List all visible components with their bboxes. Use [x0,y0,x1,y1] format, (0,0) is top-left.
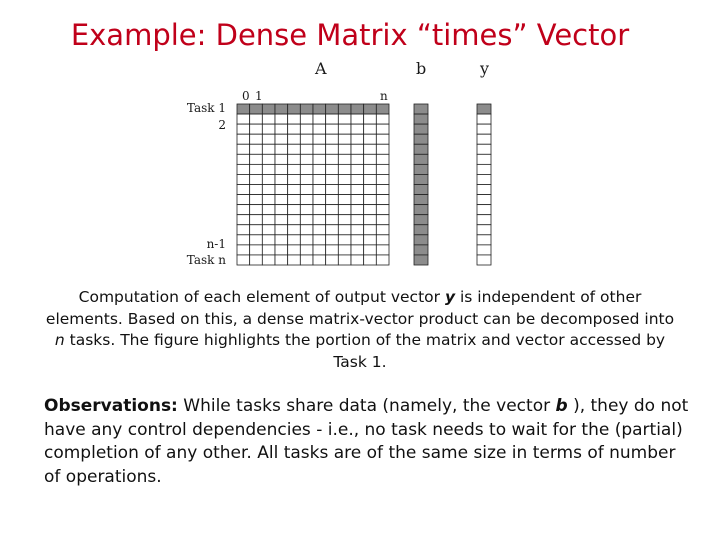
matrix-a-cell-r7-c7 [313,164,326,174]
matrix-a-cell-r4-c11 [364,134,377,144]
matrix-a-cell-r13-c6 [300,225,313,235]
caption-part-2: is independent of other elements. Based on this, a dense matrix-vector product can be decomposed into [45,288,675,328]
matrix-a-cell-r9-c1 [237,185,250,195]
matrix-a-cell-r12-c12 [376,215,389,225]
matrix-a-cell-r3-c7 [313,124,326,134]
matrix-a-cell-r2-c5 [288,114,301,124]
matrix-a-cell-r4-c1 [237,134,250,144]
matrix-a-cell-r15-c7 [313,245,326,255]
matrix-a-cell-r10-c7 [313,195,326,205]
caption-n-symbol: n [54,331,65,349]
matrix-a-cell-r14-c6 [300,235,313,245]
vector-y-cell-r12 [477,215,491,225]
vector-y-cell-r13 [477,225,491,235]
matrix-a-cell-r1-c11 [364,104,377,114]
vector-b-cell-r15 [414,245,428,255]
matrix-a-cell-r14-c7 [313,235,326,245]
matrix-a-cell-r6-c1 [237,154,250,164]
caption-part-1: Computation of each element of output vector [78,288,445,306]
matrix-a-cell-r12-c10 [351,215,364,225]
observations-label: Observations: [44,396,178,416]
vector-b-grid [414,104,428,265]
matrix-a-cell-r5-c10 [351,144,364,154]
matrix-a-cell-r11-c11 [364,205,377,215]
matrix-a-cell-r11-c7 [313,205,326,215]
vector-y-cell-r10 [477,195,491,205]
matrix-a-cell-r12-c8 [326,215,339,225]
matrix-a-cell-r7-c8 [326,164,339,174]
matrix-a-cell-r15-c1 [237,245,250,255]
matrix-a-cell-r6-c8 [326,154,339,164]
matrix-a-cell-r15-c11 [364,245,377,255]
matrix-a-cell-r10-c9 [338,195,351,205]
caption [40,287,680,373]
matrix-a-cell-r15-c9 [338,245,351,255]
matrix-a-cell-r5-c8 [326,144,339,154]
matrix-a-cell-r14-c12 [376,235,389,245]
matrix-a-cell-r2-c9 [338,114,351,124]
matrix-a-cell-r11-c5 [288,205,301,215]
matrix-a-cell-r7-c4 [275,164,288,174]
vector-y-cell-r14 [477,235,491,245]
matrix-a-cell-r8-c6 [300,174,313,184]
matrix-a-cell-r4-c7 [313,134,326,144]
matrix-a-cell-r4-c8 [326,134,339,144]
label-b: b [416,59,427,78]
matrix-a-grid [237,104,389,265]
matrix-a-cell-r12-c11 [364,215,377,225]
matrix-a-cell-r14-c2 [250,235,263,245]
observations-part-2: ), they do not have any control dependencies - i.e., no task needs to wait for the (partial) completion of any other. All tasks are of the same size in terms of number of operations. [44,396,689,487]
matrix-a-cell-r9-c10 [351,185,364,195]
matrix-a-cell-r5-c2 [250,144,263,154]
col-label-0: 0 [242,89,250,103]
matrix-a-cell-r15-c4 [275,245,288,255]
matrix-a-cell-r2-c12 [376,114,389,124]
matrix-a-cell-r1-c1 [237,104,250,114]
matrix-a-cell-r15-c12 [376,245,389,255]
matrix-a-cell-r10-c6 [300,195,313,205]
matrix-a-cell-r5-c9 [338,144,351,154]
matrix-a-cell-r10-c12 [376,195,389,205]
matrix-a-cell-r13-c12 [376,225,389,235]
matrix-a-cell-r5-c12 [376,144,389,154]
matrix-a-cell-r10-c3 [262,195,275,205]
vector-b-cell-r11 [414,205,428,215]
matrix-a-cell-r4-c6 [300,134,313,144]
caption-y-symbol: y [444,288,456,306]
row-label-n-minus-1: n-1 [206,237,226,251]
matrix-a-cell-r16-c12 [376,255,389,265]
matrix-a-cell-r10-c2 [250,195,263,205]
matrix-a-cell-r3-c1 [237,124,250,134]
matrix-a-cell-r4-c5 [288,134,301,144]
matrix-a-cell-r16-c7 [313,255,326,265]
matrix-a-cell-r6-c5 [288,154,301,164]
matrix-a-cell-r10-c8 [326,195,339,205]
matrix-a-cell-r2-c3 [262,114,275,124]
vector-y-cell-r11 [477,205,491,215]
matrix-a-cell-r1-c12 [376,104,389,114]
matrix-a-cell-r2-c6 [300,114,313,124]
matrix-a-cell-r16-c10 [351,255,364,265]
matrix-a-cell-r9-c2 [250,185,263,195]
matrix-a-cell-r3-c8 [326,124,339,134]
matrix-a-cell-r3-c11 [364,124,377,134]
matrix-a-cell-r4-c2 [250,134,263,144]
matrix-a-cell-r3-c10 [351,124,364,134]
matrix-a-cell-r16-c1 [237,255,250,265]
matrix-a-cell-r6-c11 [364,154,377,164]
matrix-a-cell-r14-c10 [351,235,364,245]
matrix-a-cell-r12-c2 [250,215,263,225]
matrix-a-cell-r13-c9 [338,225,351,235]
matrix-a-cell-r6-c9 [338,154,351,164]
vector-y-cell-r15 [477,245,491,255]
matrix-a-cell-r8-c8 [326,174,339,184]
matrix-a-cell-r14-c5 [288,235,301,245]
matrix-a-cell-r11-c2 [250,205,263,215]
matrix-a-cell-r12-c7 [313,215,326,225]
matrix-a-cell-r3-c6 [300,124,313,134]
matrix-a-cell-r15-c2 [250,245,263,255]
matrix-a-cell-r13-c11 [364,225,377,235]
matrix-a-cell-r2-c4 [275,114,288,124]
matrix-a-cell-r11-c6 [300,205,313,215]
observations [44,395,694,489]
vector-y-cell-r1 [477,104,491,114]
vector-y-cell-r8 [477,174,491,184]
matrix-a-cell-r9-c9 [338,185,351,195]
vector-y-cell-r7 [477,164,491,174]
matrix-a-cell-r14-c11 [364,235,377,245]
matrix-a-cell-r7-c9 [338,164,351,174]
matrix-a-cell-r9-c6 [300,185,313,195]
matrix-a-cell-r6-c12 [376,154,389,164]
matrix-a-cell-r8-c3 [262,174,275,184]
row-label-2: 2 [218,118,226,132]
matrix-a-cell-r7-c3 [262,164,275,174]
matrix-a-cell-r15-c5 [288,245,301,255]
col-label-1: 1 [255,89,263,103]
row-label-task-1: Task 1 [186,101,226,115]
matrix-a-cell-r5-c4 [275,144,288,154]
matrix-a-cell-r6-c2 [250,154,263,164]
matrix-a-cell-r12-c5 [288,215,301,225]
matrix-a-cell-r14-c8 [326,235,339,245]
vector-b-cell-r3 [414,124,428,134]
matrix-a-cell-r12-c6 [300,215,313,225]
matrix-a-cell-r16-c3 [262,255,275,265]
caption-part-3: tasks. The figure highlights the portion of the matrix and vector accessed by Task 1. [64,331,666,371]
matrix-a-cell-r4-c3 [262,134,275,144]
matrix-a-cell-r14-c1 [237,235,250,245]
matrix-a-cell-r13-c7 [313,225,326,235]
matrix-a-cell-r5-c1 [237,144,250,154]
matrix-a-cell-r16-c5 [288,255,301,265]
matrix-a-cell-r7-c11 [364,164,377,174]
vector-y-grid [477,104,491,265]
matrix-a-cell-r11-c9 [338,205,351,215]
matrix-a-cell-r6-c10 [351,154,364,164]
matrix-a-cell-r16-c8 [326,255,339,265]
matrix-a-cell-r9-c11 [364,185,377,195]
matrix-a-cell-r7-c10 [351,164,364,174]
matrix-a-cell-r13-c10 [351,225,364,235]
matrix-a-cell-r3-c12 [376,124,389,134]
matrix-a-cell-r4-c4 [275,134,288,144]
vector-b-cell-r2 [414,114,428,124]
matrix-a-cell-r10-c1 [237,195,250,205]
matrix-a-cell-r5-c5 [288,144,301,154]
matrix-a-cell-r13-c3 [262,225,275,235]
matrix-a-cell-r9-c8 [326,185,339,195]
matrix-a-cell-r8-c7 [313,174,326,184]
matrix-a-cell-r2-c8 [326,114,339,124]
matrix-a-cell-r9-c5 [288,185,301,195]
matrix-a-cell-r7-c5 [288,164,301,174]
matrix-a-cell-r9-c7 [313,185,326,195]
matrix-a-cell-r9-c3 [262,185,275,195]
matrix-a-cell-r1-c6 [300,104,313,114]
matrix-a-cell-r16-c6 [300,255,313,265]
vector-b-cell-r8 [414,174,428,184]
matrix-a-cell-r1-c3 [262,104,275,114]
matrix-a-cell-r9-c4 [275,185,288,195]
vector-b-cell-r13 [414,225,428,235]
matrix-a-cell-r5-c3 [262,144,275,154]
matrix-a-cell-r12-c3 [262,215,275,225]
vector-b-cell-r6 [414,154,428,164]
matrix-a-cell-r2-c10 [351,114,364,124]
row-label-task-n: Task n [186,253,226,267]
matrix-a-cell-r11-c10 [351,205,364,215]
matrix-a-cell-r2-c11 [364,114,377,124]
vector-b-cell-r7 [414,164,428,174]
matrix-a-cell-r9-c12 [376,185,389,195]
vector-y-cell-r9 [477,185,491,195]
matrix-a-cell-r7-c12 [376,164,389,174]
vector-b-cell-r5 [414,144,428,154]
matrix-a-cell-r1-c5 [288,104,301,114]
vector-b-cell-r9 [414,185,428,195]
matrix-a-cell-r1-c7 [313,104,326,114]
matrix-a-cell-r8-c2 [250,174,263,184]
matrix-a-cell-r1-c9 [338,104,351,114]
matrix-a-cell-r6-c7 [313,154,326,164]
observations-part-1: While tasks share data (namely, the vector [177,396,556,416]
vector-b-cell-r4 [414,134,428,144]
matrix-a-cell-r8-c4 [275,174,288,184]
matrix-a-cell-r3-c3 [262,124,275,134]
matrix-a-cell-r13-c2 [250,225,263,235]
matrix-a-cell-r8-c11 [364,174,377,184]
matrix-a-cell-r8-c10 [351,174,364,184]
matrix-a-cell-r1-c4 [275,104,288,114]
label-y: y [480,59,490,78]
matrix-a-cell-r10-c4 [275,195,288,205]
matrix-a-cell-r7-c2 [250,164,263,174]
matrix-a-cell-r14-c3 [262,235,275,245]
matrix-a-cell-r8-c1 [237,174,250,184]
matrix-a-cell-r15-c6 [300,245,313,255]
matrix-a-cell-r5-c11 [364,144,377,154]
matrix-a-cell-r11-c8 [326,205,339,215]
matrix-a-cell-r14-c9 [338,235,351,245]
matrix-a-cell-r3-c2 [250,124,263,134]
matrix-a-cell-r7-c1 [237,164,250,174]
matrix-a-cell-r3-c4 [275,124,288,134]
matrix-a-cell-r6-c3 [262,154,275,164]
matrix-a-cell-r3-c9 [338,124,351,134]
matrix-a-cell-r13-c4 [275,225,288,235]
slide-title: Example: Dense Matrix “times” Vector [70,18,630,52]
matrix-a-cell-r2-c1 [237,114,250,124]
vector-y-cell-r6 [477,154,491,164]
matrix-a-cell-r1-c2 [250,104,263,114]
matrix-a-cell-r2-c7 [313,114,326,124]
matrix-a-cell-r2-c2 [250,114,263,124]
matrix-a-cell-r12-c9 [338,215,351,225]
matrix-a-cell-r6-c4 [275,154,288,164]
matrix-a-cell-r10-c5 [288,195,301,205]
vector-y-cell-r4 [477,134,491,144]
col-label-n: n [380,89,388,103]
matrix-a-cell-r13-c8 [326,225,339,235]
matrix-a-cell-r13-c5 [288,225,301,235]
matrix-a-cell-r1-c8 [326,104,339,114]
matrix-a-cell-r16-c2 [250,255,263,265]
vector-y-cell-r16 [477,255,491,265]
matrix-a-cell-r15-c8 [326,245,339,255]
vector-b-cell-r14 [414,235,428,245]
vector-y-cell-r3 [477,124,491,134]
matrix-a-cell-r10-c10 [351,195,364,205]
matrix-a-cell-r14-c4 [275,235,288,245]
matrix-a-cell-r7-c6 [300,164,313,174]
matrix-a-cell-r4-c10 [351,134,364,144]
matrix-a-cell-r16-c4 [275,255,288,265]
matrix-a-cell-r1-c10 [351,104,364,114]
matrix-a-cell-r8-c12 [376,174,389,184]
vector-b-cell-r16 [414,255,428,265]
matrix-a-cell-r6-c6 [300,154,313,164]
matrix-a-cell-r5-c6 [300,144,313,154]
matrix-a-cell-r16-c11 [364,255,377,265]
matrix-a-cell-r11-c3 [262,205,275,215]
matrix-a-cell-r8-c9 [338,174,351,184]
matrix-a-cell-r4-c12 [376,134,389,144]
matrix-a-cell-r11-c12 [376,205,389,215]
matrix-a-cell-r15-c10 [351,245,364,255]
vector-y-cell-r5 [477,144,491,154]
matrix-a-cell-r10-c11 [364,195,377,205]
matrix-a-cell-r5-c7 [313,144,326,154]
vector-b-cell-r1 [414,104,428,114]
matrix-a-cell-r3-c5 [288,124,301,134]
matrix-a-cell-r12-c4 [275,215,288,225]
vector-b-cell-r12 [414,215,428,225]
label-a: A [315,59,327,78]
matrix-a-cell-r12-c1 [237,215,250,225]
matrix-a-cell-r16-c9 [338,255,351,265]
matrix-a-cell-r15-c3 [262,245,275,255]
matrix-a-cell-r11-c4 [275,205,288,215]
matrix-a-cell-r11-c1 [237,205,250,215]
matrix-a-cell-r13-c1 [237,225,250,235]
vector-b-cell-r10 [414,195,428,205]
matrix-a-cell-r4-c9 [338,134,351,144]
matrix-a-cell-r8-c5 [288,174,301,184]
vector-y-cell-r2 [477,114,491,124]
observations-b-symbol: b [555,396,568,416]
